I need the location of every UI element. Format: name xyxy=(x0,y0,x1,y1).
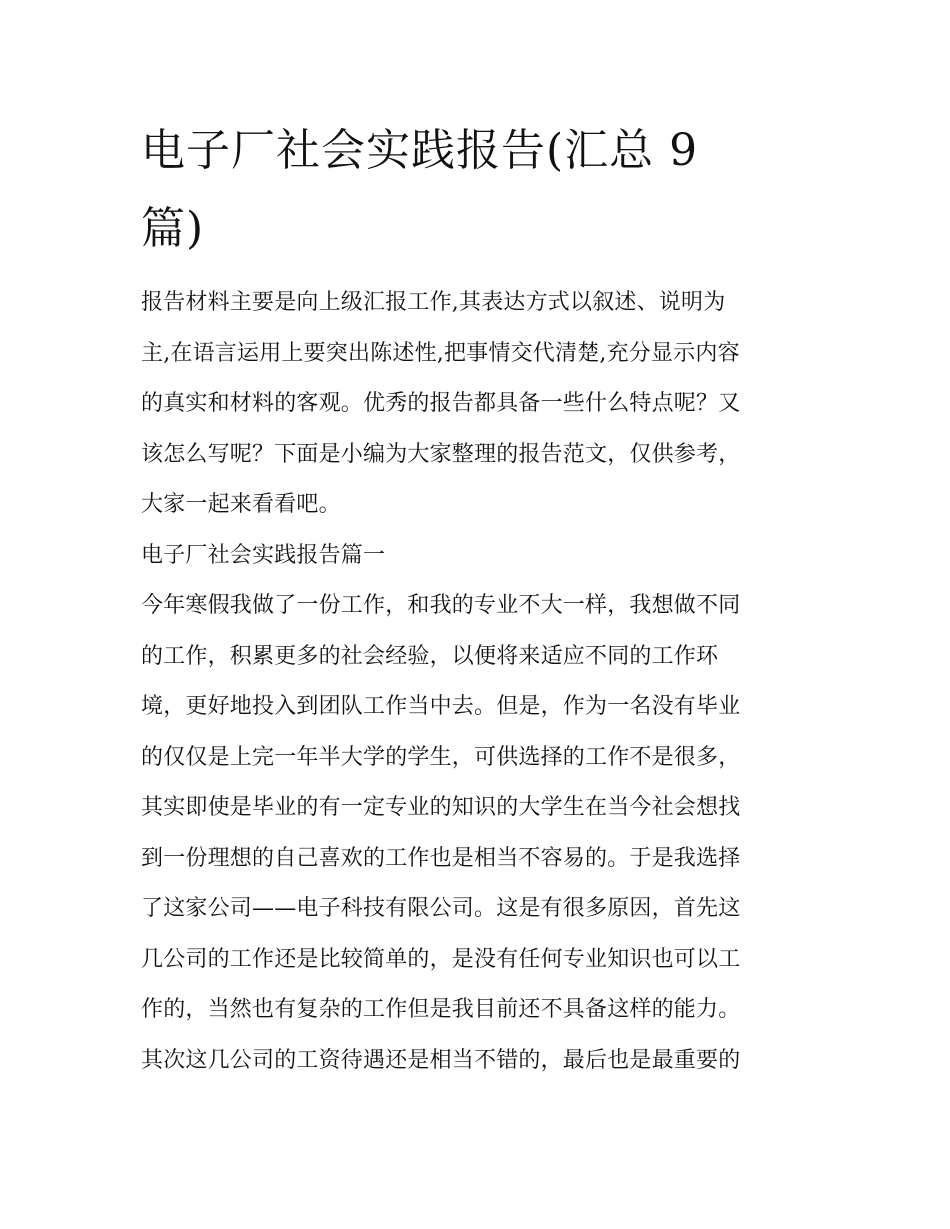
title-line: 电子厂社会实践报告(汇总 9 xyxy=(141,125,699,176)
section-paragraph xyxy=(141,581,813,1086)
intro-line: 大家一起来看看吧。 xyxy=(141,492,341,517)
intro-paragraph xyxy=(141,278,813,531)
section-line: 几公司的工作还是比较简单的，是没有任何专业知识也可以工 xyxy=(141,946,741,972)
section-heading: 电子厂社会实践报告篇一 xyxy=(141,542,386,568)
section-line: 其实即使是毕业的有一定专业的知识的大学生在当今社会想找 xyxy=(141,795,741,820)
section-line: 的工作，积累更多的社会经验，以便将来适应不同的工作环 xyxy=(141,643,719,669)
intro-line: 该怎么写呢？下面是小编为大家整理的报告范文，仅供参考， xyxy=(141,441,741,467)
section-line: 作的，当然也有复杂的工作但是我目前还不具备这样的能力。 xyxy=(141,997,741,1022)
section-line: 的仅仅是上完一年半大学的学生，可供选择的工作不是很多， xyxy=(141,744,741,770)
intro-line: 主,在语言运用上要突出陈述性,把事情交代清楚,充分显示内容 xyxy=(141,340,740,366)
section-line: 其次这几公司的工资待遇还是相当不错的，最后也是最重要的 xyxy=(141,1047,741,1073)
document-content xyxy=(141,112,813,1086)
document-title xyxy=(141,112,761,268)
section-line: 今年寒假我做了一份工作，和我的专业不大一样，我想做不同 xyxy=(141,593,741,618)
title-line: 篇) xyxy=(141,203,205,254)
section-line: 到一份理想的自己喜欢的工作也是相当不容易的。于是我选择 xyxy=(141,845,741,871)
intro-line: 报告材料主要是向上级汇报工作,其表达方式以叙述、说明为 xyxy=(141,290,726,315)
intro-line: 的真实和材料的客观。优秀的报告都具备一些什么特点呢？又 xyxy=(141,391,741,416)
section-line: 境，更好地投入到团队工作当中去。但是，作为一名没有毕业 xyxy=(141,694,741,719)
section-line: 了这家公司——电子科技有限公司。这是有很多原因，首先这 xyxy=(141,896,741,921)
